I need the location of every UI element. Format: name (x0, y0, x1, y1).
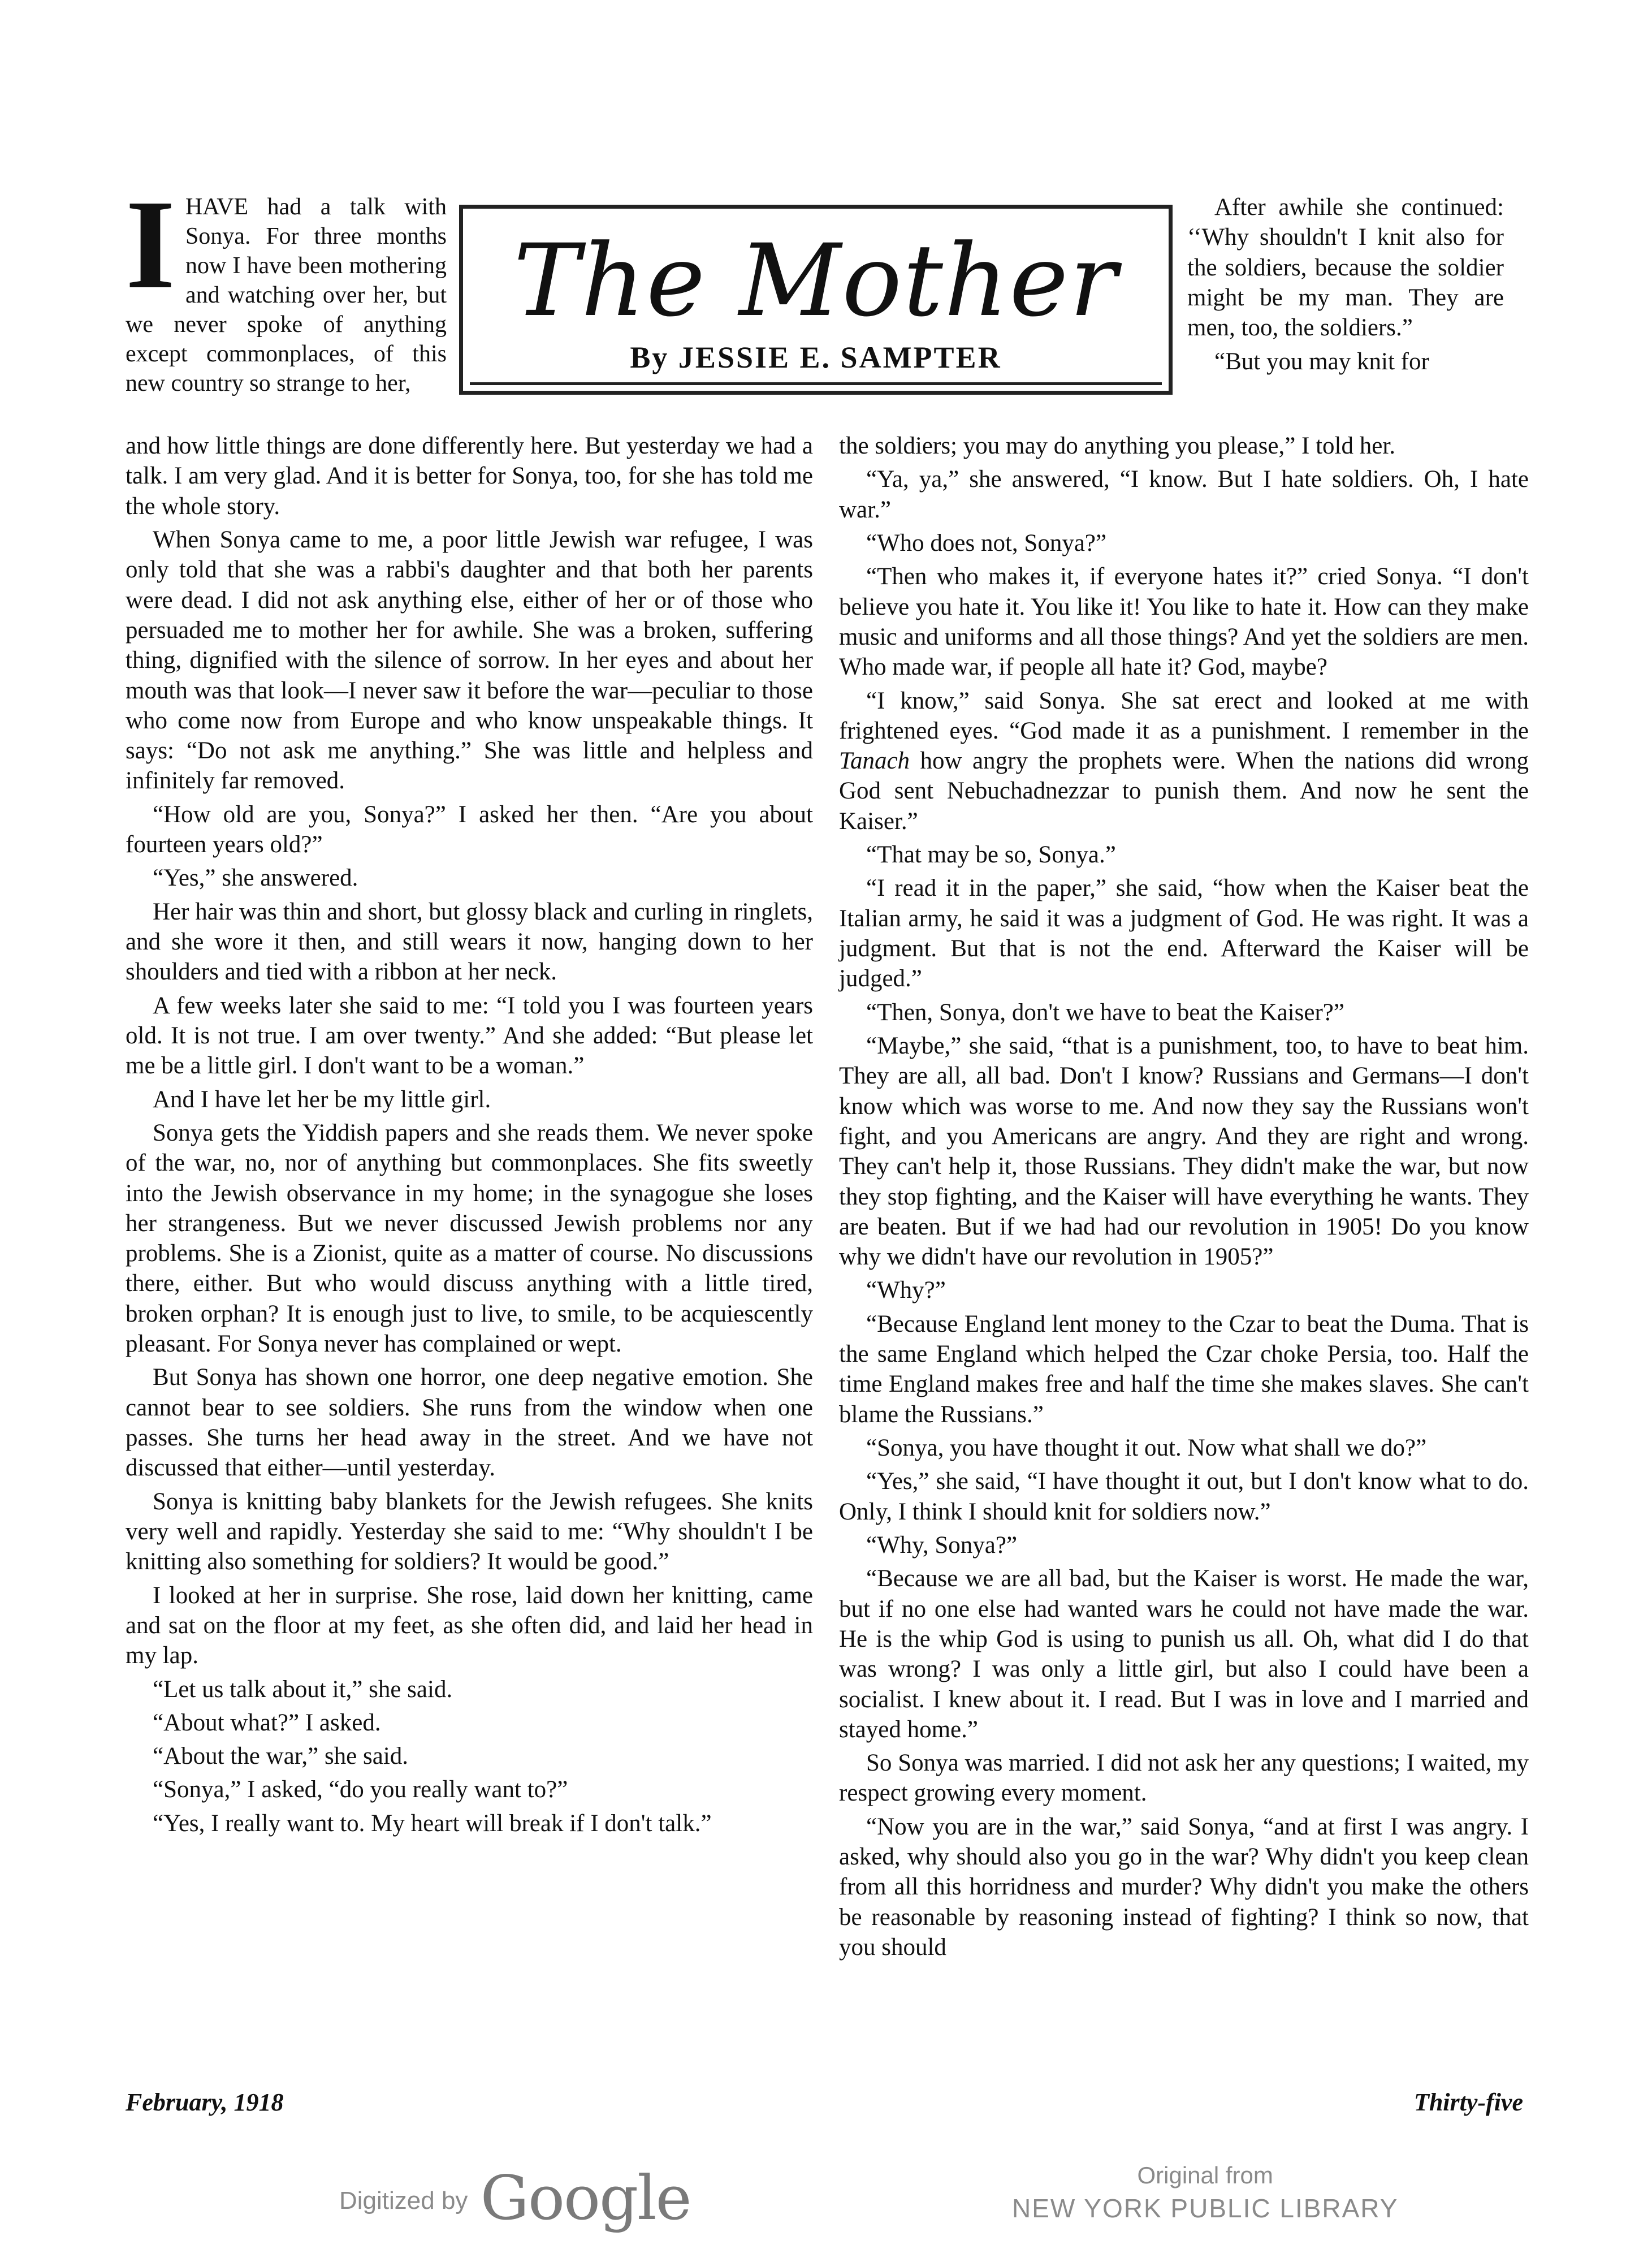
paragraph: “Then who makes it, if everyone hates it?” cried Sonya. “I don't believe you hate it. You like it! You like to hate it. How can they make music and uniforms and all those things? And yet the soldiers are men. Who made war, if people all hate it? God, maybe? (839, 563, 1529, 681)
paragraph: “Maybe,” she said, “that is a punishment, too, to have to beat him. They are all, all bad. Don't I know? Russians and Germans—I don't know which was worse to me. And now they say the Russians won't fight, and you Americans are angry. And they are right and wrong. They can't help it, those Russians. They didn't make the war, but now they stop fighting, and the Kaiser will have everything he wants. They are beaten. But if we had had our revolution in 1905! Do you know why we didn't have our revolution in 1905?” (839, 1032, 1529, 1271)
intro-paragraph: IHAVE had a talk with Sonya. For three months now I have been mothering and watching over her, but we never spoke of anything except commonplaces, of this new country so strange to her, (126, 174, 447, 397)
paragraph: “Yes,” she answered. (153, 865, 358, 892)
paragraph: Sonya is knitting baby blankets for the Jewish refugees. She knits very well and rapidly. Yesterday she said to me: “Why shouldn't I be knitting also something for soldiers? It would be good.” (126, 1488, 813, 1575)
paragraph: I looked at her in surprise. She rose, laid down her knitting, came and sat on the floor at my feet, as she often did, and laid her head in my lap. (126, 1582, 813, 1669)
paragraph: “Why?” (866, 1277, 946, 1304)
original-from-label: Original from (1137, 2162, 1273, 2188)
paragraph: “Now you are in the war,” said Sonya, “and at first I was angry. I asked, why should also you go in the war? Why didn't you keep clean from all this horridness and murder? Why didn't you make the others be reasonable by reasoning instead of fighting? I think so now, that you should (839, 1813, 1529, 1961)
paragraph: “Because England lent money to the Czar to beat the Duma. That is the same England which helped the Czar choke Persia, too. Half the time England makes free and half the time she makes slaves. She can't blame the Russians.” (839, 1310, 1529, 1428)
right-intro-column (1187, 192, 1504, 377)
right-column (839, 431, 1529, 1962)
paragraph: After awhile she continued: ‘‘Why shouldn't I knit also for the soldiers, because the soldier might be my man. They are men, too, the soldiers.” (1187, 194, 1504, 342)
article-title: The Mother (513, 223, 1118, 339)
paragraph: And I have let her be my little girl. (153, 1086, 491, 1113)
paragraph: “Ya, ya,” she answered, “I know. But I hate soldiers. Oh, I hate war.” (839, 466, 1529, 523)
paragraph: “Sonya,” I asked, “do you really want to?” (153, 1776, 568, 1803)
paragraph: “Who does not, Sonya?” (866, 529, 1107, 556)
page-number: Thirty-five (1413, 2088, 1523, 2116)
paragraph: “I know,” said Sonya. She sat erect and looked at me with frightened eyes. “God made it as a punishment. I remember in the Tanach how angry the prophets were. When the nations did wrong God sent Nebuchadnezzar to punish them. And now he sent the Kaiser.” (839, 687, 1529, 835)
original-credit (1012, 2159, 1398, 2225)
google-logo: Google (480, 2163, 691, 2234)
paragraph: But Sonya has shown one horror, one deep negative emotion. She cannot bear to see soldiers. She runs from the window when one passes. She turns her head away in the street. And we have not discussed that either—until yesterday. (126, 1364, 813, 1482)
paragraph: and how little things are done differently here. But yesterday we had a talk. I am very glad. And it is better for Sonya, too, for she has told me the whole story. (126, 433, 813, 520)
intro-column (126, 174, 447, 399)
paragraph: “Then, Sonya, don't we have to beat the Kaiser?” (866, 999, 1344, 1026)
paragraph: So Sonya was married. I did not ask her any questions; I waited, my respect growing every moment. (839, 1750, 1529, 1807)
paragraph: “Yes, I really want to. My heart will break if I don't talk.” (153, 1810, 712, 1837)
paragraph: Sonya gets the Yiddish papers and she reads them. We never spoke of the war, no, nor of anything but commonplaces. She fits sweetly into the Jewish observance in my home; in the synagogue she loses her strangeness. But we never discussed Jewish problems nor any problems. She is a Zionist, quite as a matter of course. No discussions there, either. But who would discuss anything with a little tired, broken orphan? It is enough just to live, to smile, to be acquiescently pleasant. For Sonya never has complained or wept. (126, 1119, 813, 1358)
paragraph: “Because we are all bad, but the Kaiser is worst. He made the war, but if no one else had wanted wars he could not have made the war. He is the whip God is using to punish us all. Oh, what did I do that was wrong? I was only a little girl, but also I could have been a socialist. I knew about it. I read. But I was in love and I married and stayed home.” (839, 1565, 1529, 1743)
digitized-credit (339, 2163, 691, 2234)
left-column (126, 431, 813, 1838)
tanach-word: Tanach (839, 748, 910, 775)
paragraph: “Let us talk about it,” she said. (153, 1676, 453, 1703)
paragraph: “But you may knit for (1214, 348, 1429, 375)
paragraph: “How old are you, Sonya?” I asked her then. “Are you about fourteen years old?” (126, 801, 813, 858)
paragraph: “I read it in the paper,” she said, “how when the Kaiser beat the Italian army, he said it was a judgment of God. He was right. It was a judgment. But that is not the end. Afterward the Kaiser will be judged.” (839, 875, 1529, 992)
paragraph: “Sonya, you have thought it out. Now what shall we do?” (866, 1435, 1427, 1461)
paragraph: Her hair was thin and short, but glossy black and curling in ringlets, and she wore it then, and still wears it now, hanging down to her shoulders and tied with a ribbon at her neck. (126, 898, 813, 986)
paragraph: “About what?” I asked. (153, 1709, 381, 1736)
library-name: NEW YORK PUBLIC LIBRARY (1012, 2194, 1399, 2223)
drop-cap: I (126, 174, 175, 315)
paragraph: “Why, Sonya?” (866, 1531, 1018, 1559)
paragraph: the soldiers; you may do anything you please,” I told her. (839, 433, 1396, 459)
paragraph: “About the war,” she said. (153, 1743, 409, 1770)
digitized-label: Digitized by (339, 2187, 468, 2214)
paragraph: A few weeks later she said to me: “I told you I was fourteen years old. It is not true. I am over twenty.” And she added: “But please let me be a little girl. I don't want to be a woman.” (126, 992, 813, 1080)
paragraph: When Sonya came to me, a poor little Jewish war refugee, I was only told that she was a rabbi's daughter and that both her parents were dead. I did not ask anything else, either of her or of those who persuaded me to mother her for awhile. She was a broken, suffering thing, dignified with the silence of sorrow. In her eyes and about her mouth was that look—I never saw it before the war—peculiar to those who come now from Europe and who know unspeakable things. It says: “Do not ask me anything.” She was little and helpless and infinitely far removed. (126, 526, 813, 795)
article-byline: By JESSIE E. SAMPTER (630, 340, 1002, 374)
title-box (459, 205, 1173, 395)
paragraph: “Yes,” she said, “I have thought it out, but I don't know what to do. Only, I think I should knit for soldiers now.” (839, 1468, 1529, 1525)
paragraph: “That may be so, Sonya.” (866, 841, 1116, 869)
issue-date: February, 1918 (126, 2088, 284, 2116)
